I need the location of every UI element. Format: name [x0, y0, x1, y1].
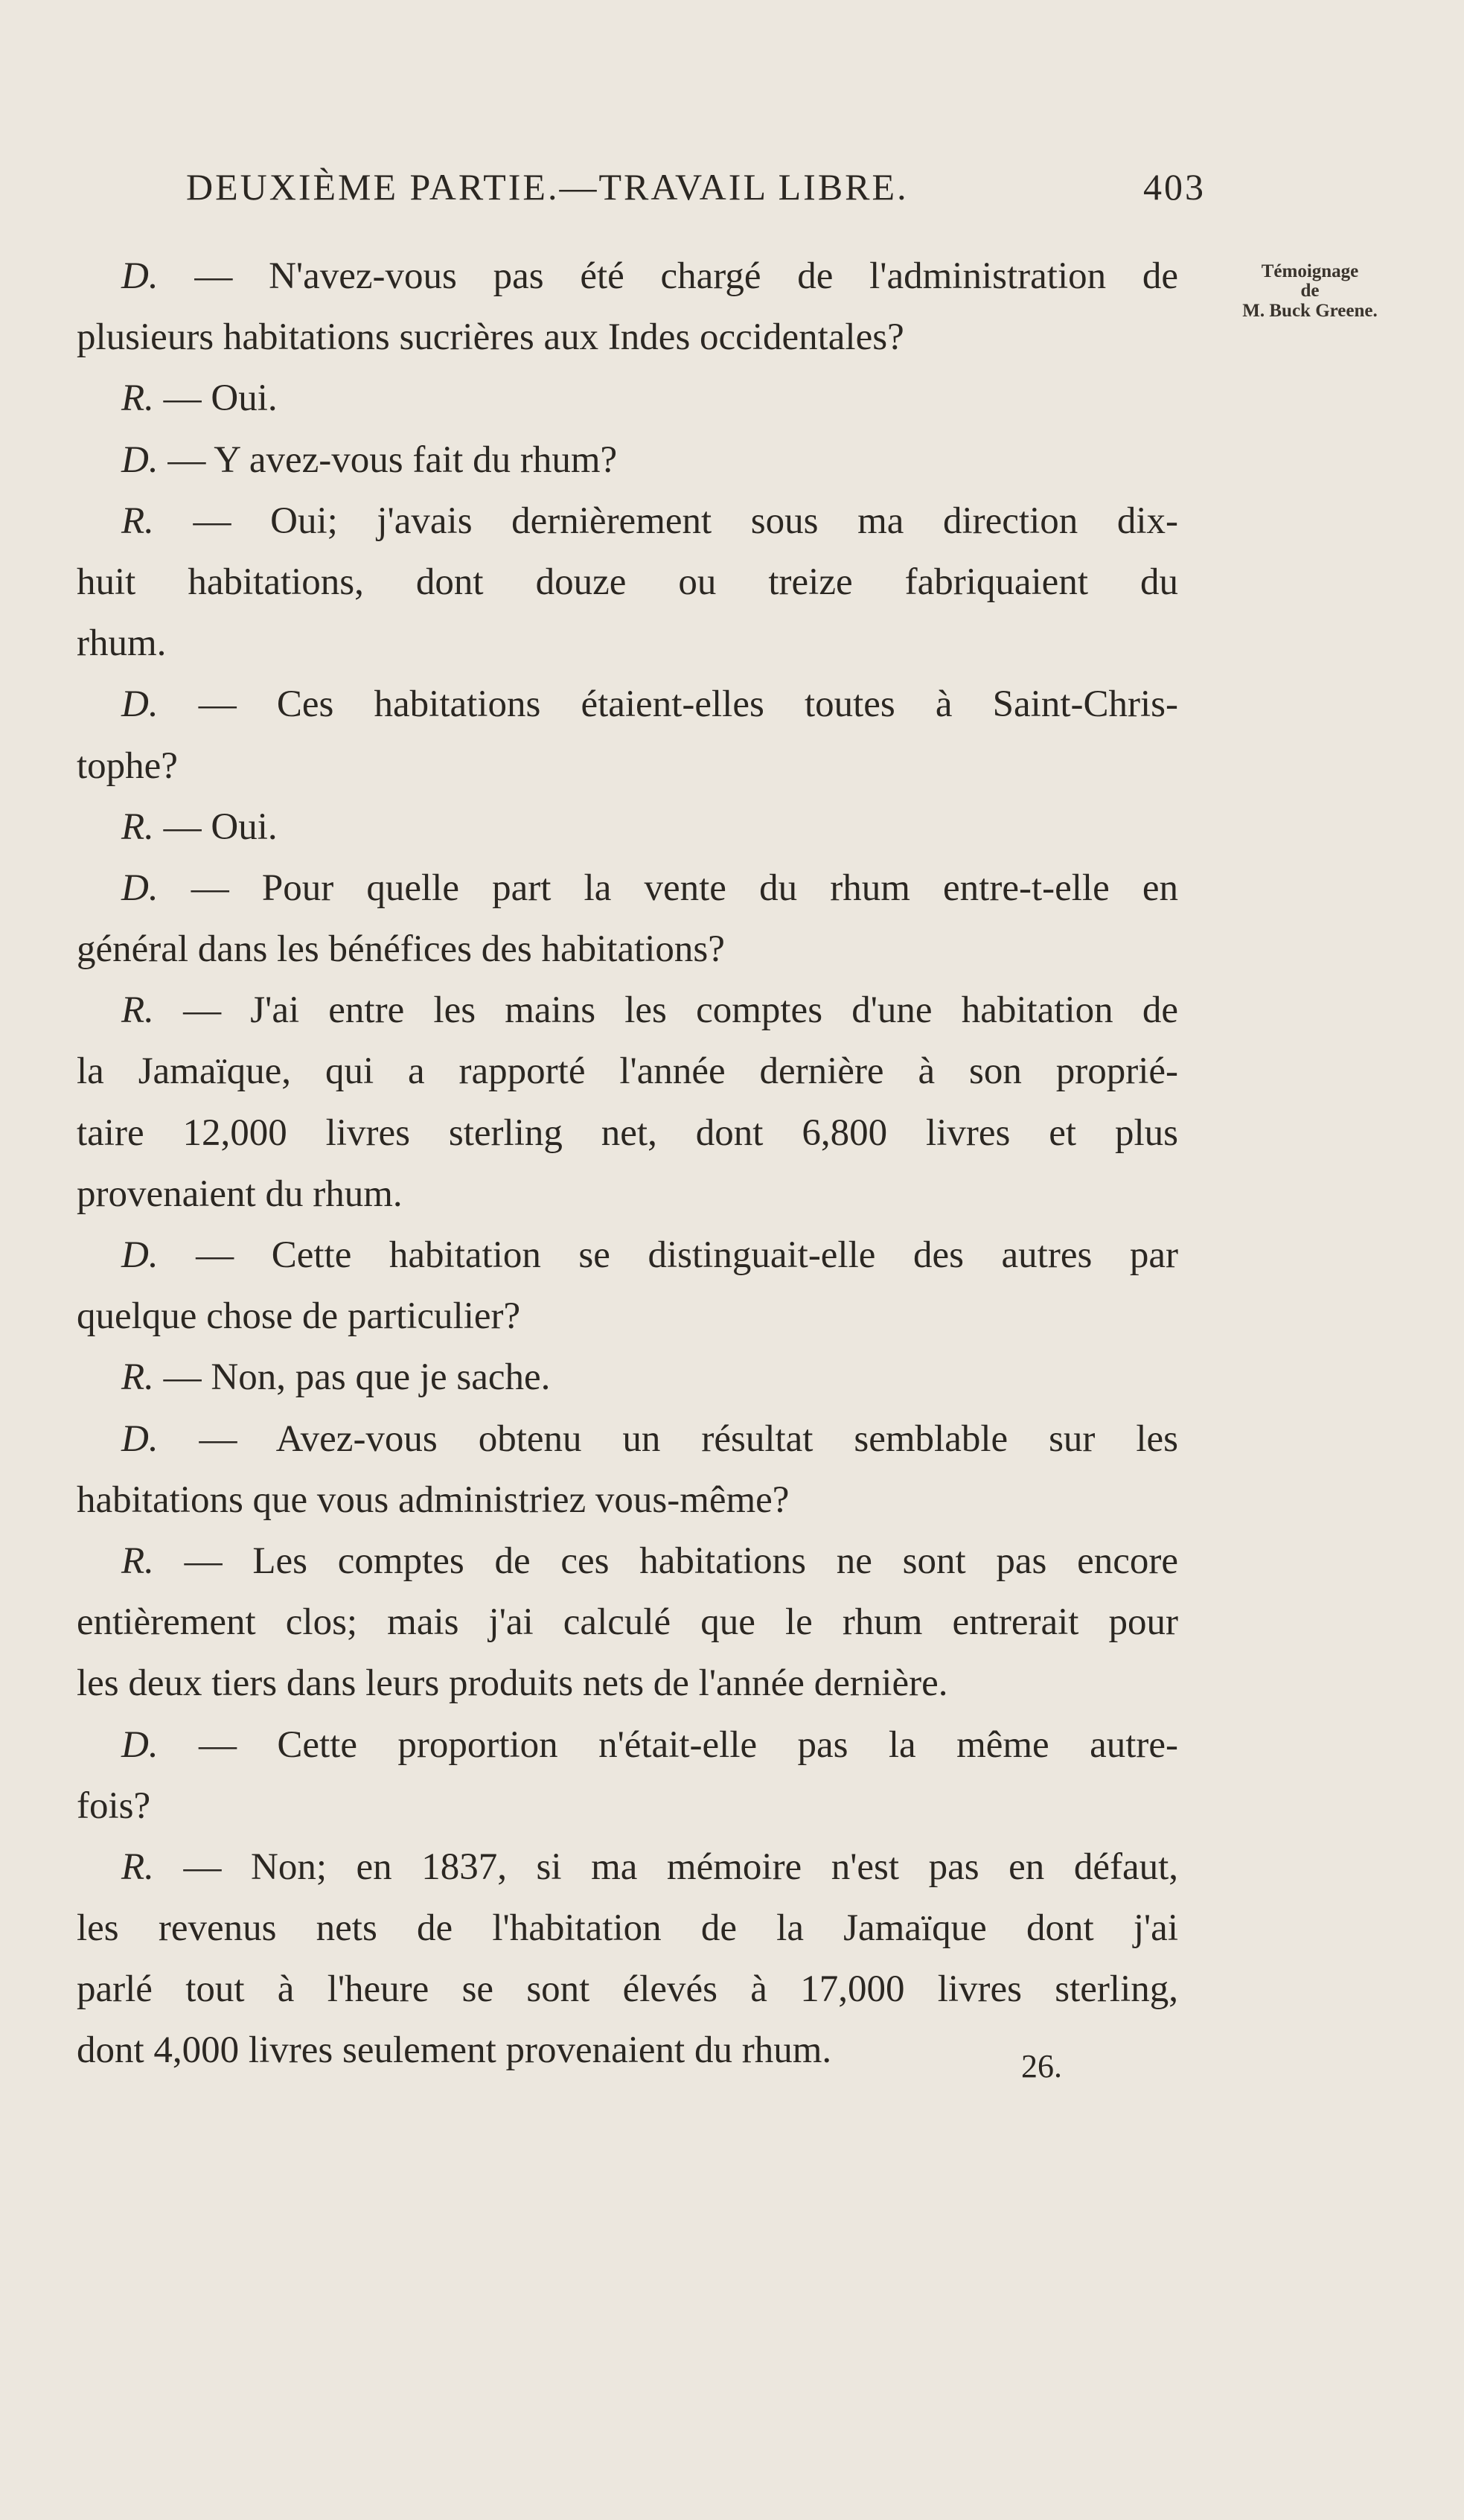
line-text: rhum. [77, 622, 167, 665]
line-text: — Cette proportion n'était-elle pas la même autre- [198, 1723, 1178, 1766]
text-line [77, 1103, 1178, 1164]
text-line [77, 1286, 1178, 1347]
text-line [77, 980, 1178, 1041]
speaker-label: R. [121, 1356, 164, 1399]
margin-note-line3: M. Buck Greene. [1242, 300, 1378, 321]
margin-note [1221, 262, 1399, 321]
text-line [77, 1898, 1178, 1959]
text-line [77, 491, 1178, 552]
speaker-label: R. [121, 1540, 185, 1582]
text-line [77, 1531, 1178, 1592]
line-text: huit habitations, dont douze ou treize fabriquaient du [77, 561, 1178, 603]
line-text: — N'avez-vous pas été chargé de l'administration de [194, 255, 1178, 297]
running-title: DEUXIÈME PARTIE.—TRAVAIL LIBRE. [186, 166, 909, 208]
line-text: plusieurs habitations sucrières aux Indes occidentales? [77, 316, 904, 359]
running-head [186, 165, 1206, 208]
line-text: la Jamaïque, qui a rapporté l'année dernière à son proprié- [77, 1050, 1178, 1093]
line-text: provenaient du rhum. [77, 1173, 403, 1215]
text-line [77, 858, 1178, 919]
text-line [77, 552, 1178, 613]
line-text: — Y avez-vous fait du rhum? [167, 438, 618, 481]
line-text: — Non; en 1837, si ma mémoire n'est pas en défaut, [183, 1846, 1179, 1888]
text-line [77, 1470, 1178, 1531]
line-text: fois? [77, 1784, 151, 1827]
speaker-label: D. [121, 438, 168, 481]
text-line [77, 1409, 1178, 1470]
speaker-label: D. [121, 1723, 199, 1766]
text-line [77, 1225, 1178, 1286]
line-text: habitations que vous administriez vous-même? [77, 1478, 790, 1521]
line-text: — Pour quelle part la vente du rhum entre-t-elle en [191, 867, 1178, 909]
text-line [77, 1653, 1178, 1714]
line-text: — Ces habitations étaient-elles toutes à Saint-Chris- [198, 683, 1179, 726]
line-text: parlé tout à l'heure se sont élevés à 17,000 livres sterling, [77, 1968, 1178, 2011]
body-text [77, 246, 1178, 2082]
text-line [77, 1776, 1178, 1837]
speaker-label: R. [121, 806, 164, 848]
line-text: — Oui. [163, 377, 278, 420]
line-text: — Avez-vous obtenu un résultat semblable sur les [199, 1417, 1178, 1460]
text-line [77, 1164, 1178, 1225]
text-line [77, 307, 1178, 368]
text-line [77, 2020, 1178, 2081]
line-text: taire 12,000 livres sterling net, dont 6,800 livres et plus [77, 1111, 1178, 1154]
text-line [77, 1347, 1178, 1408]
speaker-label: D. [121, 867, 191, 909]
text-line [77, 613, 1178, 674]
speaker-label: D. [121, 1417, 199, 1460]
margin-note-line1: Témoignage [1261, 261, 1359, 281]
line-text: quelque chose de particulier? [77, 1295, 521, 1338]
speaker-label: D. [121, 255, 195, 297]
line-text: les deux tiers dans leurs produits nets de l'année dernière. [77, 1662, 948, 1705]
speaker-label: R. [121, 377, 164, 420]
text-line [77, 1959, 1178, 2020]
line-text: dont 4,000 livres seulement provenaient du rhum. [77, 2029, 832, 2072]
text-line [77, 674, 1178, 735]
text-line [77, 1041, 1178, 1102]
page-number: 403 [1143, 166, 1206, 208]
line-text: — J'ai entre les mains les comptes d'une habitation de [183, 989, 1179, 1032]
line-text: tophe? [77, 744, 178, 787]
line-text: — Oui; j'avais dernièrement sous ma direction dix- [193, 500, 1178, 542]
text-line [77, 368, 1178, 429]
line-text: entièrement clos; mais j'ai calculé que le rhum entrerait pour [77, 1601, 1178, 1644]
line-text: — Les comptes de ces habitations ne sont pas encore [184, 1540, 1178, 1582]
speaker-label: R. [121, 989, 184, 1032]
text-line [77, 797, 1178, 858]
signature-mark: 26. [1021, 2048, 1062, 2084]
line-text: général dans les bénéfices des habitations? [77, 928, 725, 971]
text-line [77, 1837, 1178, 1898]
line-text: — Cette habitation se distinguait-elle des autres par [196, 1234, 1178, 1276]
line-text: — Non, pas que je sache. [163, 1356, 551, 1399]
text-line [77, 1592, 1178, 1653]
margin-note-line2: de [1300, 281, 1320, 302]
text-line [77, 1714, 1178, 1776]
text-line [77, 919, 1178, 980]
line-text: — Oui. [163, 806, 278, 848]
speaker-label: R. [121, 1846, 184, 1888]
text-line [77, 430, 1178, 491]
text-line [77, 246, 1178, 307]
line-text: les revenus nets de l'habitation de la Jamaïque dont j'ai [77, 1907, 1178, 1950]
speaker-label: R. [121, 500, 194, 542]
speaker-label: D. [121, 1234, 196, 1276]
text-line [77, 736, 1178, 797]
speaker-label: D. [121, 683, 199, 726]
